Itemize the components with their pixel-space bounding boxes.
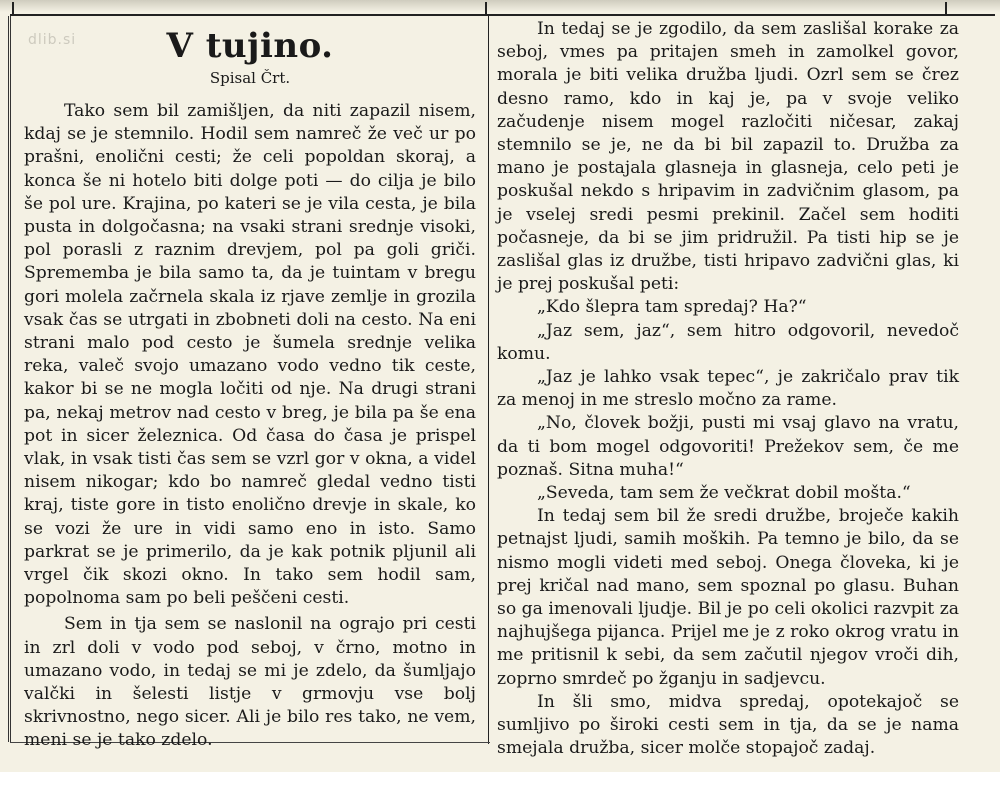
paragraph: In tedaj sem bil že sredi družbe, broječe kakih petnajst ljudi, samih moških. Pa temno je bilo, da se nismo mogli videti med seboj. Onega človeka, ki je prej kričal nad mano, sem spoznal po glasu. Buhan so ga imenovali ljudje. Bil je po celi okolici razvpit za najhujšega pijanca. Prijel me je z roko okrog vratu in me pritisnil k sebi, da sem začutil njegov vroči dih, zoprno smrdeč po žganju in sadjevcu. xyxy=(497,506,959,689)
paragraph: Sem in tja sem se naslonil na ograjo pri cesti in zrl doli v vodo pod seboj, v črno, motno in umazano vodo, in tedaj se mi je zdelo, da šumljajo valčki in šelesti listje v grmovju vse bolj skrivnostno, nego sicer. Ali je bilo res tako, ne vem, meni se je tako zdelo. xyxy=(24,614,476,751)
watermark-logo: dlib.si xyxy=(28,32,77,48)
top-rule-tick-middle xyxy=(485,2,487,14)
dialogue-line: „Seveda, tam sem že večkrat dobil mošta.“ xyxy=(537,483,911,504)
dialogue-line: „Jaz sem, jaz“, sem hitro odgovoril, nevedoč komu. xyxy=(497,320,959,364)
dialogue-line: „No, človek božji, pusti mi vsaj glavo na vratu, da ti bom mogel odgovoriti! Prežekov sem, če me poznaš. Sitna muha!“ xyxy=(497,413,959,480)
dialogue-line: „Kdo šlepra tam spredaj? Ha?“ xyxy=(537,297,807,318)
top-rule-tick-right xyxy=(945,2,947,14)
left-column xyxy=(24,18,476,753)
scan-margin-bottom xyxy=(0,772,1000,795)
paragraph: In šli smo, midva spredaj, opotekajoč se sumljivo po široki cesti sem in tja, da se je nama smejala družba, sicer molče stopajoč zadaj. xyxy=(497,691,959,759)
right-column xyxy=(497,18,959,761)
left-frame-border xyxy=(8,16,11,742)
scan-edge-top xyxy=(0,0,1000,12)
dialogue-line: „Jaz je lahko vsak tepec“, je zakričalo prav tik za menoj in me streslo močno za rame. xyxy=(497,367,959,411)
column-divider xyxy=(488,16,489,744)
paragraph: In tedaj se je zgodilo, da sem zaslišal korake za seboj, vmes pa pritajen smeh in zamolkel govor, morala je biti velika družba ljudi. Ozrl sem se črez desno ramo, kdo in kaj je, pa v svoje veliko začudenje nisem mogel razločiti ničesar, zakaj stemnilo se je, ne da bi bil zapazil to. Družba za mano je postajala glasneja in glasneja, celo peti je poskušal nekdo s hripavim in zadvičnim glasom, pa je vselej sredi pesmi prekinil. Začel sem hoditi počasneje, da bi se jim pridružil. Pa tisti hip se je zaslišal glas iz družbe, tisti hripavo zadvični glas, ki je prej poskušal peti: xyxy=(497,19,959,295)
top-rule-tick-left xyxy=(12,2,14,14)
top-rule xyxy=(10,14,995,16)
article-title: V tujino. xyxy=(166,26,334,66)
paragraph: Tako sem bil zamišljen, da niti zapazil nisem, kdaj se je stemnilo. Hodil sem namreč že več ur po prašni, enolični cesti; že celi popoldan skoraj, a konca še ni hotelo biti dolge poti — do cilja je bilo še pol ure. Krajina, po kateri se je vila cesta, je bila pusta in dolgočasna; na vsaki strani srednje visoki, pol porasli z raznim drevjem, pol pa goli griči. Sprememba je bila samo ta, da je tuintam v bregu gori molela začrnela skala iz rjave zemlje in grozila vsak čas se utrgati in zbobneti doli na cesto. Na eni strani malo pod cesto je šumela srednje velika reka, valeč svojo umazano vodo vedno tik ceste, kakor bi se ne mogla ločiti od nje. Na drugi strani pa, nekaj metrov nad cesto v breg, je bila pa še ena pot in sicer železnica. Od časa do časa je prispel vlak, in vsak tisti čas sem se vzrl gor v okna, a videl nisem nikogar; kdo bo namreč gledal vedno tisti kraj, tiste gore in tisto enolično drevje in skale, ko se vozi že ure in vidi samo eno in isto. Samo parkrat se je primerilo, da je kak potnik pljunil ali vrgel čik skozi okno. In tako sem hodil sam, popolnoma sam po beli peščeni cesti. xyxy=(24,101,476,609)
article-byline: Spisal Črt. xyxy=(209,69,291,87)
